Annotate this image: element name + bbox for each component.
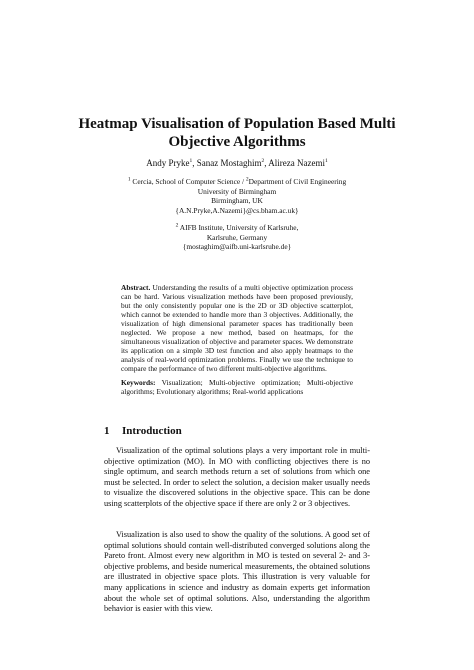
affiliation-text: Department of Civil Engineering [248, 177, 347, 186]
section-title: Introduction [122, 425, 182, 437]
affiliation-line: Birmingham, UK [211, 196, 263, 205]
affiliation-line [0, 177, 474, 187]
author-affiliation-mark: 1 [324, 158, 328, 164]
affiliation-text: AIFB Institute, University of Karlsruhe, [178, 223, 299, 232]
author-name: , Sanaz Mostaghim [192, 158, 262, 168]
paper-title [0, 115, 474, 151]
affiliation-text: Cercia, School of Computer Science / [130, 177, 246, 186]
abstract [121, 283, 353, 373]
paragraph: Visualization of the optimal solutions plays a very important role in multi-objective optimization (MO). In MO with conflicting objectives there is no single optimum, and search methods return a set of solutions from which one must be selected. In order to select the solution, a decision maker usually needs to visualize the discovered solutions in the objective space. This can be done using scatterplots of the objective space if there are only 2 or 3 objectives. [104, 446, 370, 508]
author-name: , Alireza Nazemi [264, 158, 325, 168]
section-number: 1 [104, 425, 110, 437]
affiliation-mark: 2 [175, 222, 179, 229]
affiliation-line [0, 223, 474, 233]
affiliation-mark: 2 [245, 176, 249, 183]
keywords-label: Keywords: [121, 378, 156, 387]
title-line-2: Objective Algorithms [168, 134, 306, 150]
abstract-label: Abstract. [121, 283, 151, 292]
author-affiliation-mark: 2 [261, 158, 265, 164]
affiliation-karlsruhe [0, 223, 474, 252]
abstract-text: Understanding the results of a multi objective optimization process can be hard. Various visualization methods have been proposed previously, but the only consistently popular one is the 2D or 3D objective scatterplot, which cannot be extended to handle more than 3 objectives. Additionally, the visualization of high dimensional parameter spaces has traditionally been neglected. We propose a new method, based on heatmaps, for the simultaneous visualization of objective and parameter spaces. We demonstrate its application on a simple 3D test function and also apply heatmaps to the analysis of real-world optimization problems. Finally we use the technique to compare the performance of two different multi-objective algorithms. [121, 283, 353, 373]
title-line-1: Heatmap Visualisation of Population Based Multi [78, 116, 396, 132]
author-list [0, 158, 474, 169]
affiliation-mark: 1 [127, 176, 131, 183]
section-heading-introduction [104, 425, 182, 438]
affiliation-line: Karlsruhe, Germany [206, 232, 268, 242]
affiliation-email: {A.N.Pryke,A.Nazemi}@cs.bham.ac.uk} [175, 205, 299, 215]
affiliation-line: University of Birmingham [197, 186, 277, 196]
paragraph: Visualization is also used to show the quality of the solutions. A good set of optimal solutions should contain well-distributed converged solutions along the Pareto front. Almost every new algorithm in MO is tested on several 2- and 3-objective problems, and beside numerical measurements, the obtained solutions are illustrated in objective space plots. This illustration is very valuable for many applications in science and industry as domain experts get information about the whole set of optimal solutions. Also, understanding the algorithm behavior is easier with this view. [104, 530, 370, 614]
affiliation-email: {mostaghim@aifb.uni-karlsruhe.de} [182, 242, 292, 251]
author-affiliation-mark: 1 [189, 158, 193, 164]
affiliation-birmingham [0, 177, 474, 215]
author-name: Andy Pryke [146, 158, 190, 168]
keywords-text: Visualization; Multi-objective optimization; Multi-objective algorithms; Evolutionary algorithms; Real-world applications [121, 378, 353, 396]
keywords [121, 378, 353, 396]
